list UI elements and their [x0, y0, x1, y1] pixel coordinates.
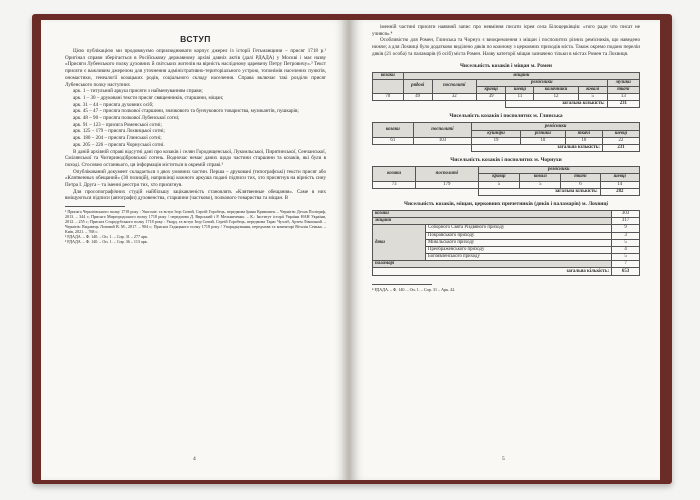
table-cell: Соборного Свята Різдвяного приходу: [426, 225, 612, 232]
table-header: ковалі: [578, 86, 607, 93]
table-header: шевці: [600, 174, 639, 181]
table-cell: 5: [612, 239, 640, 246]
table-header: кушніри: [472, 130, 521, 137]
table-row: [373, 94, 640, 101]
table-cell: 61: [373, 137, 414, 144]
table-row: [373, 72, 640, 79]
table-header: ткачі: [565, 130, 602, 137]
table-cell: 39: [476, 94, 506, 101]
table-cell: 12: [534, 94, 578, 101]
table-row: [373, 188, 640, 195]
table-caption: Чисельність козаків і міщан м. Ромен: [459, 62, 553, 69]
left-page-content: [65, 34, 326, 244]
left-page: [41, 20, 346, 480]
list-item: арк. 125 – 179 – присяга Лохвицької сотні;: [73, 128, 165, 135]
table-row: [373, 137, 640, 144]
row-label: дяки: [373, 225, 426, 261]
table-header: ремісники: [472, 123, 640, 130]
table-cell: 14: [600, 181, 639, 188]
table-row: [373, 79, 640, 86]
list-item: арк. 205 – 226 – присяга Чорнуської сотні.: [73, 141, 165, 148]
table-cell: Покровського приходу: [426, 232, 612, 239]
table-header: ремісники: [476, 79, 607, 86]
table-cell: 11: [506, 94, 534, 101]
table-row: [373, 101, 640, 108]
body-paragraph: іменній частині присяги наявний запис про невміння писати ієрея села Білоцерківців: «того ради что писат не учився».⁴: [372, 24, 640, 37]
table-cell: 103: [413, 137, 472, 144]
table-header: кравці: [478, 174, 520, 181]
table-cell: 32: [432, 94, 476, 101]
table-cell: 70: [373, 94, 404, 101]
table-cell: Преображенського приходу: [426, 246, 612, 253]
table-cell: Микільського приходу: [426, 239, 612, 246]
page-number: 5: [502, 456, 505, 462]
table-header: шевці: [506, 86, 534, 93]
table-row: [373, 268, 640, 275]
table-header: козаки: [373, 123, 414, 137]
right-page-content: [372, 24, 640, 292]
table-header: шевці: [602, 130, 639, 137]
body-paragraph: Для просопографічних студій найбільшу зацікавленість становлять «Клятвенные обещания». Саме в них вміщуються підписи (автографи) духовенства, старшини (частково), полкового товариства та міщан. В: [65, 188, 326, 202]
page-title: ВСТУП: [180, 34, 211, 44]
table-row: [373, 210, 640, 217]
footnote-divider: [372, 284, 432, 285]
chornukhy-table: [372, 166, 640, 196]
table-cell: 5: [612, 254, 640, 261]
table-cell: 5: [578, 94, 607, 101]
table-cell: 6: [561, 181, 600, 188]
hlynsk-table: [372, 122, 640, 152]
table-cell: 179: [416, 181, 478, 188]
total-value: 231: [607, 101, 639, 108]
list-item: арк. 1 – 30 – друковані тексти присяг священників, старшини, міщан;: [73, 94, 224, 101]
footnote: ⁴ РДАДА. – Ф. 140. – Оп. 1. – Спр. 31 – Арк. 42.: [372, 286, 456, 292]
table-header: рядові: [403, 79, 432, 93]
table-header: кравці: [476, 86, 506, 93]
total-label: загальна кількість:: [506, 101, 607, 108]
total-value: 282: [600, 188, 639, 195]
intro-paragraph: Цією публікацією ми продовжуємо оприлюднювати корпус джерел із історії Гетьманщини – присяг 1718 р.¹ Оригінал справи зберігається в Російському державному архіві давніх актів (далі РДАДА) у Москві і має назву «Присяги Лубенського полку духовних й світських жителів на вірність наслідному царевичу Петру Петровичу».² Текст присяги є важливим джерелом для уточнення адміністративно-територіального устрою, топонімів населених пунктів, ономастики, генеалогії козацьких родів, соціального складу населення. Справа включає такі розділи присяг Лубенського полку наступних: [65, 48, 326, 88]
table-header: ткачі: [561, 174, 600, 181]
row-label: козаки: [373, 210, 612, 217]
contents-list: [65, 88, 326, 148]
table-row: [373, 218, 640, 225]
total-value: 653: [612, 268, 640, 275]
table-header: ремісники: [478, 167, 640, 174]
footnote: ¹ Присяга Чернігівського полку 1718 року : Укоroutе. та вступ Ігор Ситий, Сергій Горобець, передмова Ірина Кривошея. – Чернігів: Десна Поліграф, 2013. – 344 с; Присяга Миргородського полку 1718 року / передмова Д. Вирський і Р. Мельниченко. – К.: Інститут історії України НАН України, 2012. – 255 с; Присяга Стародубського полку 1718 року : Укорд. та вступ Ігор Ситий, Сергій Горобець, передмова Тарас Чухліб, Артем Лівиський. – Чернігів: Видавець Лозовий В. М., 2017. – 904 с; Присяга Гадяцького полку 1718 року / Упорядкування, передмова та коментарі Віталія Сенька. – Київ, 2021. – 768 с.: [65, 209, 326, 235]
table-header: ковалі: [520, 174, 561, 181]
table-caption: Чисельність козаків і посполитих м. Чорнухи: [450, 157, 562, 164]
table-header: посполиті: [432, 79, 476, 93]
footnote: ² РДАДА. – Ф. 140. – Оп. 1. – Спр. 31 – 277 арк.: [65, 234, 148, 240]
table-header: калачники: [534, 86, 578, 93]
table-cell: Богоявленського приходу: [426, 254, 612, 261]
table-cell: 7: [612, 261, 640, 268]
table-header: міщани: [403, 72, 639, 79]
table-row: [373, 225, 640, 232]
table-cell: 317: [612, 218, 640, 225]
table-cell: 19: [472, 137, 521, 144]
footnote: ³ РДАДА. – Ф. 140. – Оп. 1. – Спр. 36 – 113 арк.: [65, 239, 148, 245]
table-cell: 73: [373, 181, 416, 188]
table-cell: 5: [478, 181, 520, 188]
table-cell: 13: [607, 94, 639, 101]
right-page: [352, 20, 660, 480]
list-item: арк. 1 – титульний аркуш присяги з найменуванням справи;: [73, 88, 203, 95]
table-header: козаки: [373, 72, 404, 79]
body-paragraph: Опублікований документ складається з двох умовних частин. Перша – друковані (типографські) тексти присяг або «Клятвенных обещаний» (30 позицій), наприкінці кожного аркуша подані підписи тих, хто присягнув на вірність сину Петра І. Друга – та іменні реєстри тих, хто присягнув.: [65, 168, 326, 189]
lokhvytsia-table: [372, 210, 640, 276]
table-header: музики: [607, 79, 639, 86]
table-header: козаки: [373, 167, 416, 181]
table-caption: Чисельність козаків і посполитих м. Глинська: [449, 113, 563, 120]
table-header: різники: [520, 130, 565, 137]
table-cell: 4: [612, 246, 640, 253]
list-item: арк. 45 – 47 – присяга полкової старшини, значкового та бунчукового товариства, музикантів, пушкарів;: [73, 108, 299, 115]
total-label: загальна кількість:: [478, 188, 600, 195]
page-number: 4: [193, 456, 196, 462]
row-label: паламарі: [373, 261, 612, 268]
total-label: загальна кількість:: [373, 268, 612, 275]
total-label: загальна кількість:: [472, 145, 603, 152]
row-label: міщани: [373, 218, 612, 225]
table-cell: 22: [602, 137, 639, 144]
list-item: арк. 31 – 44 – присяга духовних осіб;: [73, 101, 154, 108]
list-item: арк. 91 – 123 – присяга Роменської сотні;: [73, 121, 162, 128]
table-row: [373, 181, 640, 188]
table-caption: Чисельність козаків, міщан, церковних причетників (дяків і паламарів) м. Лохвиці: [404, 200, 608, 207]
table-cell: 3: [612, 232, 640, 239]
table-cell: 9: [612, 225, 640, 232]
body-paragraph: Особливістю для Ромен, Глинська та Чорнух є виокремлення з міщан і посполитих різних ремісників, що наведено нижче; а для Лохвиці було додатково виділено дяків по кожному з церковних приходів міста. Також окремо подано переліи дяків (21 особа) та паламарів (6 осіб) міста Ромен. Назву категорії міщан зазначено тільки в містах Ромен та Лохвиця.: [372, 37, 640, 57]
table-row: [373, 167, 640, 174]
footnote-divider: [65, 206, 125, 207]
total-value: 231: [602, 145, 639, 152]
table-header: ткачі: [607, 86, 639, 93]
romen-table: [372, 72, 640, 109]
body-paragraph: В даній архівній справі відсутні дані про козаків і селян Городищенської, Лукомльської, Пирятинської, Сенчанської, Смілянської та Чигиринодібровської сотень. Водночас немає даних щодо частини старшини та козаків, які були в поході. Стосовно останнього, ця інформація міститься в окремій справі.³: [65, 148, 326, 168]
table-row: [373, 261, 640, 268]
table-cell: 16: [565, 137, 602, 144]
list-item: арк. 180 – 204 – присяга Глинської сотні;: [73, 135, 162, 142]
table-cell: 5: [520, 181, 561, 188]
table-row: [373, 123, 640, 130]
table-header: посполиті: [413, 123, 472, 137]
list-item: арк. 48 – 90 – присяга полкової Лубенської сотні;: [73, 115, 180, 122]
table-cell: 10: [520, 137, 565, 144]
table-cell: 49: [403, 94, 432, 101]
table-cell: 303: [612, 210, 640, 217]
table-row: [373, 145, 640, 152]
table-header: посполиті: [416, 167, 478, 181]
